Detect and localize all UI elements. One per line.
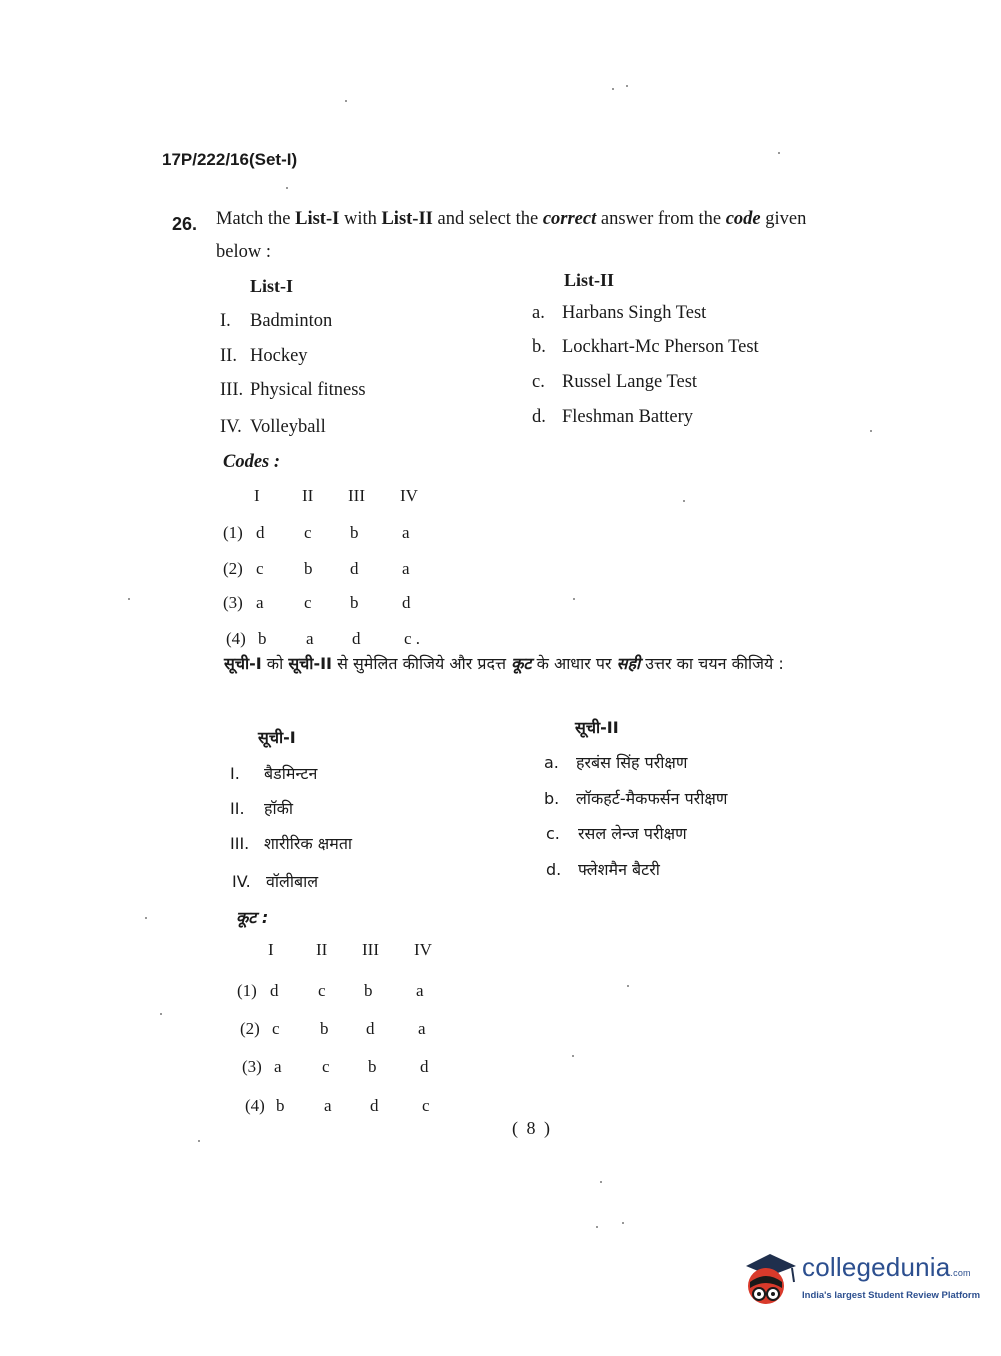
code-option-row: (3) a c b d <box>223 593 411 612</box>
code-option-row: (1) d c b a <box>223 523 410 542</box>
logo-wordmark: collegedunia.com <box>802 1252 971 1282</box>
hindi-code-option-row: (2) c b d a <box>240 1019 426 1038</box>
scan-speck <box>345 100 347 102</box>
hindi-list2-item: d. फ्लेशमैन बैटरी <box>546 860 660 879</box>
list1-item: I. Badminton <box>220 311 333 331</box>
hindi-list2-item: b. लॉकहर्ट-मैकफर्सन परीक्षण <box>544 789 728 808</box>
list1-item: II. Hockey <box>220 346 308 366</box>
hindi-list1-title: सूची-I <box>258 728 296 747</box>
scan-speck <box>596 1226 598 1228</box>
collegedunia-logo <box>740 1248 981 1318</box>
scan-speck <box>612 88 614 90</box>
question-number: 26. <box>172 214 198 234</box>
list1-item: IV. Volleyball <box>220 417 326 437</box>
scan-speck <box>683 500 685 502</box>
list2-item: b. Lockhart-Mc Pherson Test <box>532 337 759 357</box>
list2-item: c. Russel Lange Test <box>532 372 698 392</box>
hindi-code-option-row: (3) a c b d <box>242 1057 429 1076</box>
scan-speck <box>573 598 575 600</box>
mascot-icon <box>740 1248 800 1314</box>
scan-speck <box>600 1181 602 1183</box>
list2-item: a. Harbans Singh Test <box>532 303 707 323</box>
list1-item: III. Physical fitness <box>220 380 366 400</box>
hindi-list2-title: सूची-II <box>575 718 619 737</box>
scan-speck <box>572 1055 574 1057</box>
codes-title: Codes : <box>223 452 281 472</box>
codes-header: I II III IV <box>254 486 418 505</box>
logo-tagline: India's largest Student Review Platform <box>802 1290 981 1301</box>
hindi-codes-header: I II III IV <box>268 940 432 959</box>
question-text: Match the List-I with List-II and select the correct answer from the code given below : <box>216 209 807 262</box>
code-option-row: (4) b a d c . <box>226 629 421 648</box>
paper-code: 17P/222/16(Set-I) <box>162 150 298 169</box>
hindi-list1-item: I. बैडमिन्टन <box>230 764 318 783</box>
page-number: ( 8 ) <box>512 1118 552 1138</box>
scan-speck <box>778 152 780 154</box>
hindi-code-option-row: (1) d c b a <box>237 981 424 1000</box>
hindi-code-option-row: (4) b a d c <box>245 1096 430 1115</box>
hindi-list2-item: c. रसल लेन्ज परीक्षण <box>546 824 687 843</box>
scan-speck <box>622 1222 624 1224</box>
scan-speck <box>128 598 130 600</box>
scan-speck <box>198 1140 200 1142</box>
list2-item: d. Fleshman Battery <box>532 407 694 427</box>
scan-speck <box>870 430 872 432</box>
code-option-row: (2) c b d a <box>223 559 410 578</box>
scan-speck <box>627 985 629 987</box>
scan-speck <box>286 187 288 189</box>
list1-title: List-I <box>250 276 294 296</box>
hindi-list1-item: III. शारीरिक क्षमता <box>230 834 353 853</box>
scan-speck <box>626 85 628 87</box>
hindi-list1-item: IV. वॉलीबाल <box>232 872 319 891</box>
hindi-list1-item: II. हॉकी <box>230 799 294 818</box>
scan-speck <box>160 1013 162 1015</box>
hindi-codes-title: कूट : <box>236 908 269 927</box>
hindi-list2-item: a. हरबंस सिंह परीक्षण <box>544 753 688 772</box>
hindi-question-text: सूची-I को सूची-II से सुमेलित कीजिये और प्रदत्त कूट के आधार पर सही उत्तर का चयन कीजिये : <box>224 654 784 673</box>
scan-speck <box>145 917 147 919</box>
list2-title: List-II <box>564 270 615 290</box>
